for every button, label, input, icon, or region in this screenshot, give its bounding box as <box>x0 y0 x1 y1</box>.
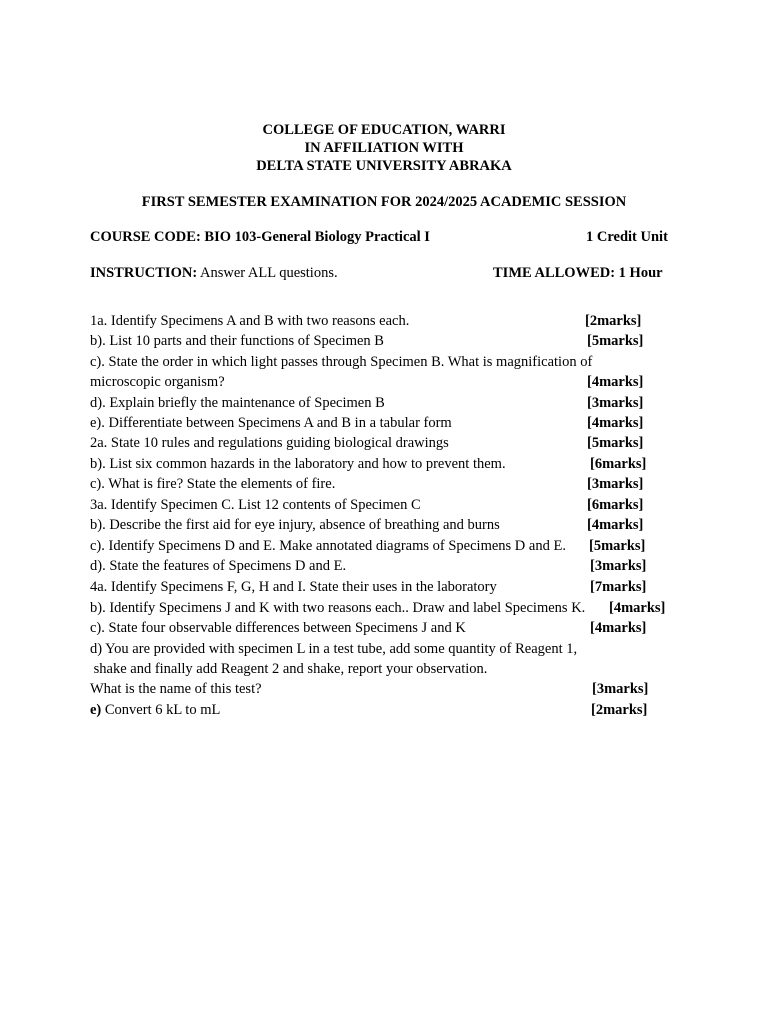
question-text: c). Identify Specimens D and E. Make annotated diagrams of Specimens D and E. <box>90 538 566 554</box>
college-name: COLLEGE OF EDUCATION, WARRI <box>262 122 506 138</box>
question-line <box>90 538 566 555</box>
question-text: d). Explain briefly the maintenance of Specimen B <box>90 395 385 411</box>
question-line <box>90 415 452 432</box>
question-marks: [3marks] <box>587 476 644 492</box>
question-marks: [6marks] <box>590 456 647 472</box>
instruction <box>90 265 338 282</box>
question-marks: [7marks] <box>590 579 647 595</box>
question-text: d). State the features of Specimens D and E. <box>90 558 347 574</box>
instruction-text: Answer ALL questions. <box>197 265 338 281</box>
question-line <box>90 600 585 617</box>
question-marks: [3marks] <box>592 681 649 697</box>
question-marks: [6marks] <box>587 497 644 513</box>
question-text: 4a. Identify Specimens F, G, H and I. State their uses in the laboratory <box>90 579 497 595</box>
question-text: 2a. State 10 rules and regulations guiding biological drawings <box>90 435 449 451</box>
course-code: COURSE CODE: BIO 103-General Biology Practical I <box>90 229 430 245</box>
question-line <box>90 435 449 452</box>
question-line <box>90 333 384 350</box>
question-text: Convert 6 kL to mL <box>101 702 221 718</box>
question-marks: [5marks] <box>587 333 644 349</box>
question-line <box>90 395 385 412</box>
question-text: microscopic organism? <box>90 374 225 390</box>
question-marks: [4marks] <box>587 517 644 533</box>
question-text: 1a. Identify Specimens A and B with two reasons each. <box>90 313 410 329</box>
university-name: DELTA STATE UNIVERSITY ABRAKA <box>256 158 512 174</box>
question-line <box>90 702 220 719</box>
question-text: What is the name of this test? <box>90 681 262 697</box>
exam-title: FIRST SEMESTER EXAMINATION FOR 2024/2025 ACADEMIC SESSION <box>141 194 627 210</box>
question-text: c). State the order in which light passes through Specimen B. What is magnification of <box>90 354 593 370</box>
question-text: 3a. Identify Specimen C. List 12 contents of Specimen C <box>90 497 421 513</box>
question-text: b). List six common hazards in the laboratory and how to prevent them. <box>90 456 506 472</box>
question-line <box>90 313 409 330</box>
question-line <box>90 517 500 534</box>
question-line <box>90 661 487 678</box>
time-allowed: TIME ALLOWED: 1 Hour <box>493 265 663 281</box>
question-text: b). Identify Specimens J and K with two reasons each.. Draw and label Specimens K. <box>90 600 586 616</box>
question-marks: [5marks] <box>587 435 644 451</box>
credit-unit: 1 Credit Unit <box>586 229 668 245</box>
instruction-label: INSTRUCTION: <box>90 265 198 281</box>
question-marks: [5marks] <box>589 538 646 554</box>
question-line <box>90 374 225 391</box>
question-line <box>90 641 577 658</box>
question-line <box>90 558 346 575</box>
question-line <box>90 476 335 493</box>
question-text: shake and finally add Reagent 2 and shake, report your observation. <box>90 661 488 677</box>
question-line <box>90 497 421 514</box>
question-line <box>90 354 592 371</box>
question-text: b). List 10 parts and their functions of Specimen B <box>90 333 384 349</box>
question-text: c). What is fire? State the elements of fire. <box>90 476 336 492</box>
question-marks: [3marks] <box>590 558 647 574</box>
question-text: d) You are provided with specimen L in a test tube, add some quantity of Reagent 1, <box>90 641 578 657</box>
question-line <box>90 620 466 637</box>
question-marks: [2marks] <box>591 702 648 718</box>
question-text: c). State four observable differences between Specimens J and K <box>90 620 466 636</box>
question-marks: [4marks] <box>587 374 644 390</box>
question-text: e). Differentiate between Specimens A and B in a tabular form <box>90 415 452 431</box>
question-marks: [4marks] <box>587 415 644 431</box>
question-marks: [4marks] <box>590 620 647 636</box>
question-marks: [3marks] <box>587 395 644 411</box>
affiliation-line: IN AFFILIATION WITH <box>304 140 464 156</box>
question-line <box>90 579 497 596</box>
question-marks: [4marks] <box>609 600 666 616</box>
question-line <box>90 681 262 698</box>
question-marks: [2marks] <box>585 313 642 329</box>
question-line <box>90 456 506 473</box>
question-text: b). Describe the first aid for eye injury, absence of breathing and burns <box>90 517 500 533</box>
question-prefix: e) <box>90 702 102 718</box>
